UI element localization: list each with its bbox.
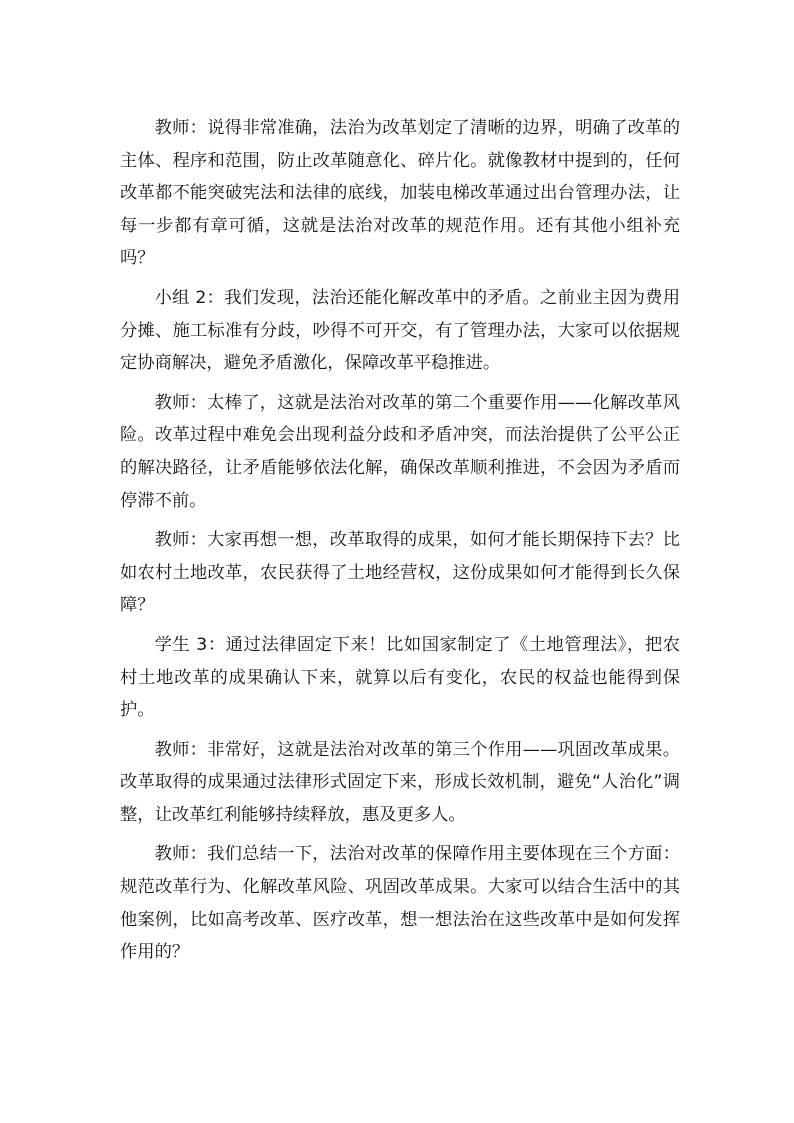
document-body: [120, 112, 680, 976]
paragraph-teacher-1: 教师：说得非常准确，法治为改革划定了清晰的边界，明确了改革的主体、程序和范围，防止改革随意化、碎片化。就像教材中提到的，任何改革都不能突破宪法和法律的底线，加装电梯改革通过出台管理办法，让每一步都有章可循，这就是法治对改革的规范作用。还有其他小组补充吗？: [120, 118, 680, 269]
paragraph-teacher-3: 教师：大家再想一想，改革取得的成果，如何才能长期保持下去？比如农村土地改革，农民获得了土地经营权，这份成果如何才能得到长久保障？: [120, 530, 680, 616]
paragraph-teacher-2: 教师：太棒了，这就是法治对改革的第二个重要作用——化解改革风险。改革过程中难免会出现利益分歧和矛盾冲突，而法治提供了公平公正的解决路径，让矛盾能够依法化解，确保改革顺利推进，不会因为矛盾而停滞不前。: [120, 392, 680, 511]
paragraph-student-3: 学生 3：通过法律固定下来！比如国家制定了《土地管理法》，把农村土地改革的成果确认下来，就算以后有变化，农民的权益也能得到保护。: [120, 634, 680, 721]
paragraph-teacher-4: 教师：非常好，这就是法治对改革的第三个作用——巩固改革成果。改革取得的成果通过法律形式固定下来，形成长效机制，避免“人治化”调整，让改革红利能够持续释放，惠及更多人。: [120, 739, 680, 825]
paragraph-teacher-5: 教师：我们总结一下，法治对改革的保障作用主要体现在三个方面：规范改革行为、化解改革风险、巩固改革成果。大家可以结合生活中的其他案例，比如高考改革、医疗改革，想一想法治在这些改革中是如何发挥作用的？: [120, 844, 680, 963]
paragraph-group-2: 小组 2：我们发现，法治还能化解改革中的矛盾。之前业主因为费用分摊、施工标准有分歧，吵得不可开交，有了管理办法，大家可以依据规定协商解决，避免矛盾激化，保障改革平稳推进。: [120, 287, 680, 374]
